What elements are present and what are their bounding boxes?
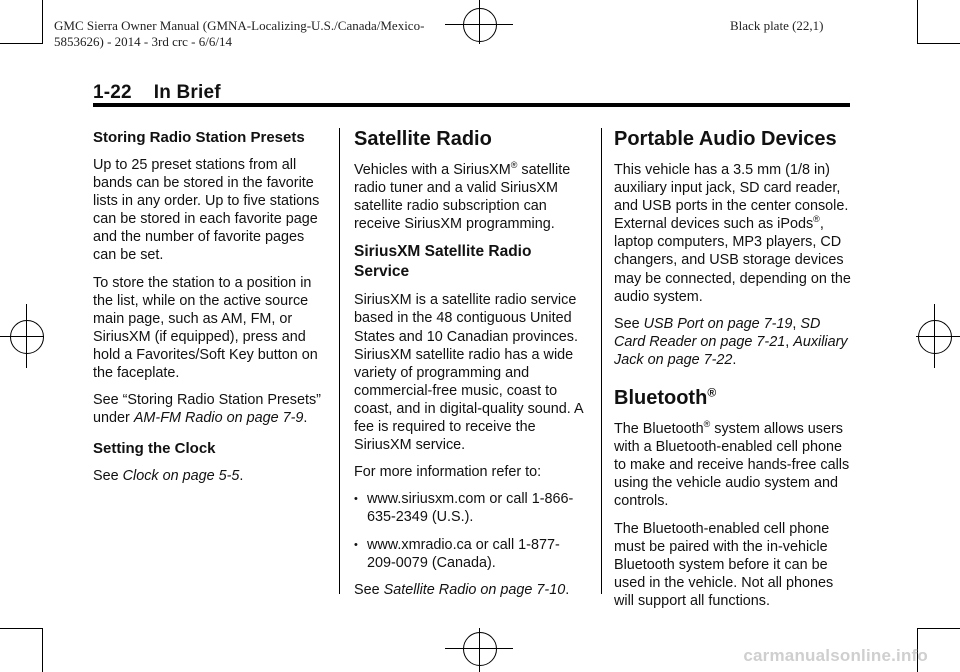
paragraph [614,420,854,510]
registration-mark-icon [916,336,960,337]
paragraph: SiriusXM is a satellite radio service based in the 48 contiguous United States and 10 Canadian provinces. SiriusXM satellite radio has a wide variety of programming and commercial-free music, coast to coast, and in digital-quality sound. A fee is required to receive the SiriusXM service. [354,292,583,454]
text: . [239,468,244,485]
paragraph [614,315,854,369]
text: This vehicle has a 3.5 mm (1/8 in) auxiliary input jack, SD card reader, and USB ports in the center console. External devices such as iPods [614,162,849,233]
column-divider [339,128,340,594]
text: satellite radio tuner and a valid SiriusXM satellite radio subscription can receive SiriusXM programming. [354,162,571,233]
paragraph: For more information refer to: [354,464,542,481]
column-2 [354,128,588,608]
registration-mark-icon [918,320,952,354]
registration-mark-icon [463,632,497,666]
print-header-line2: 5853626) - 2014 - 3rd crc - 6/6/14 [54,34,232,49]
text: See [354,581,384,598]
crop-mark [42,0,43,44]
text: , laptop computers, MP3 players, CD changers, and USB storage devices may be connected, depending on the audio system. [614,216,851,305]
text: , [792,315,801,332]
paragraph: To store the station to a position in the list, while on the active source main page, such as AM, FM, or SiriusXM (if equipped), press and hold a Favorites/Soft Key button on the faceplate. [93,274,318,382]
cross-reference-link[interactable]: SD Card Reader on page 7-21 [614,315,821,350]
registered-mark: ® [707,385,717,400]
print-header-line1: GMC Sierra Owner Manual (GMNA-Localizing-U.S./Canada/Mexico- [54,18,425,33]
bullet-icon: • [354,538,358,551]
column-3 [614,128,854,619]
link-text[interactable]: www.siriusxm.com or call 1-866-635-2349 (U.S.). [367,491,574,526]
cross-reference-link[interactable]: Clock on page 5-5 [122,468,240,485]
paragraph [354,581,588,599]
text: . [565,581,570,598]
cross-reference-link[interactable]: Auxiliary Jack on page 7-22 [614,333,848,368]
registration-mark-icon [26,304,27,368]
heading-siriusxm-service: SiriusXM Satellite Radio Service [354,243,532,281]
print-header-left [54,18,424,50]
column-1 [93,128,325,494]
crop-mark [918,43,960,44]
cross-reference-link[interactable]: Satellite Radio on page 7-10 [383,581,566,598]
registration-mark-icon [0,336,44,337]
heading-setting-clock: Setting the Clock [93,440,216,458]
list-item [354,490,588,526]
text: Bluetooth [614,387,708,410]
crop-mark [917,0,918,44]
paragraph [93,467,325,485]
crop-mark [42,628,43,672]
cross-reference-link[interactable]: AM-FM Radio on page 7-9 [133,410,304,427]
page-title: 1-22 In Brief [93,82,221,103]
cross-reference-link[interactable]: USB Port on page 7-19 [643,315,793,332]
text: . [303,410,308,427]
column-divider [601,128,602,594]
text: See [93,468,123,485]
text: The Bluetooth [614,421,704,438]
text: Vehicles with a SiriusXM [354,162,511,178]
registration-mark-icon [479,628,480,672]
registration-mark-icon [934,304,935,368]
paragraph: Up to 25 preset stations from all bands can be stored in the favorite lists in any order. Up to five stations can be stored in each favorite page and the number of favorite pages can be set. [93,157,320,264]
registration-mark-icon [10,320,44,354]
paragraph [354,161,588,233]
watermark: carmanualsonline.info [743,646,928,665]
crop-mark [0,43,42,44]
registered-mark: ® [813,214,820,225]
crop-mark [918,628,960,629]
link-text[interactable]: www.xmradio.ca or call 1-877-209-0079 (Canada). [367,536,560,571]
registration-mark-icon [479,0,480,44]
paragraph [614,161,854,306]
text: See [614,315,644,332]
heading-portable-audio: Portable Audio Devices [614,128,837,150]
header-rule [93,103,850,107]
registered-mark: ® [703,419,711,430]
registration-mark-icon [463,8,497,42]
registered-mark: ® [510,160,518,171]
text: system allows users with a Bluetooth-enabled cell phone to make and receive hands-free calls using the vehicle audio system and controls. [614,421,850,510]
heading-bluetooth [614,387,854,409]
print-header-right: Black plate (22,1) [730,18,824,33]
heading-satellite-radio: Satellite Radio [354,128,492,150]
text: , [785,333,794,350]
paragraph: The Bluetooth-enabled cell phone must be paired with the in-vehicle Bluetooth system before it can be used in the vehicle. Not all phones will support all functions. [614,520,834,609]
bullet-icon: • [354,493,358,506]
paragraph [93,391,325,427]
heading-storing-presets: Storing Radio Station Presets [93,129,305,146]
list-item [354,536,588,572]
text: See “Storing Radio Station Presets” under [93,392,321,427]
crop-mark [0,628,42,629]
text: . [732,351,737,368]
